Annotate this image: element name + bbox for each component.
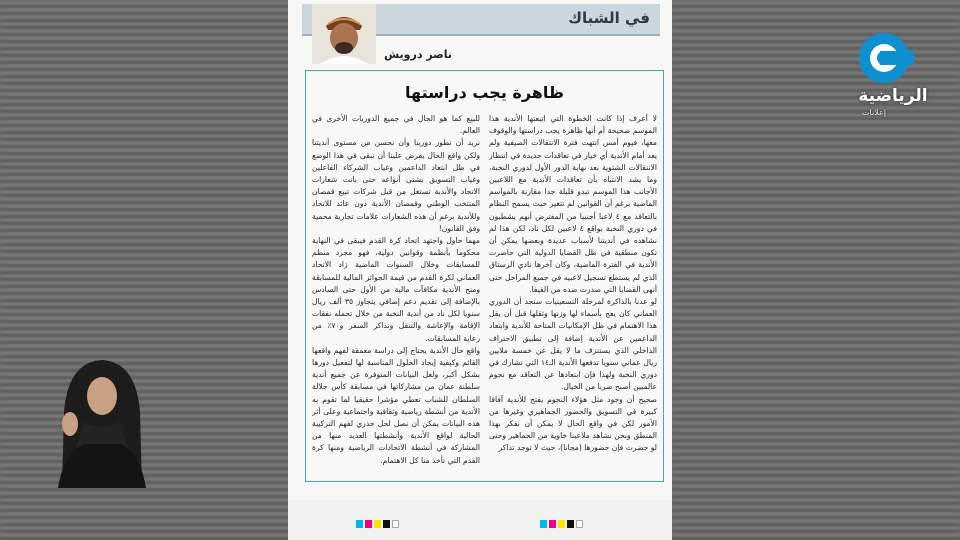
page-bottom-margin — [288, 500, 672, 540]
print-registration-marks — [356, 520, 399, 532]
article-paragraph: للبيع كما هو الحال في جميع الدوريات الأخرى في العالم. — [312, 114, 480, 136]
channel-logo-text: الرياضية — [858, 86, 928, 106]
author-photo — [312, 4, 376, 64]
article-paragraph: مهما حاول واجتهد اتحاد كرة القدم فيبقى في النهاية محكوما بأنظمة وقوانين دولية، فهو مجرد منظم للمسابقات وخلال السنوات الماضية زاد الاتحاد العماني لكرة القدم من قيمة الجوائز المالية للمسابقة ومنح الأندية مكافآت مالية من الأول حتى السادس بالإضافة إلى تقديم دعم إضافي يتجاوز ٣٥ ألف ريال سنويا لكل ناد من أندية النخبة من خلال تحمله نفقات الإقامة والإعاشة والتنقل وتذاكر السفر و٧٠٪ من رعاية المسابقات. — [312, 236, 480, 343]
article-paragraph: نريد أن نطور دورينا وأن نحسن من مستوى أنديتنا ولكن واقع الحال يفرض علينا أن نبقى في هذا الوضع في ظل ابتعاد الداعمين وغياب الشركاء الفاعلين وغياب التسويق بشتى أنواعه حتى باتت شعارات الاتحاد والأندية تستغل من قبل شركات تبيع قمصان المنتخب الوطني وقمصان الأندية دون عائد للاتحاد وللأندية برغم أن هذه الشعارات علامات تجارية محمية وفق القانون! — [312, 138, 480, 233]
article-paragraph: لا أعرف إذا كانت الخطوة التي اتبعتها الأندية هذا الموسم صحيحة أم أنها ظاهرة يجب دراستها والوقوف معها، فيوم أمس انتهت فترة الانتقالات الصيفية ولم يعد أمام الأندية أي خيار في تعاقدات جديدة في انتظار الانتقالات الشتوية بعد نهاية الدور الأول لدوري النخبة، وما يشد الانتباه بأن تعاقدات الأندية مع اللاعبين الأجانب هذا الموسم تبدو قليلة جدا مقارنة بالمواسم الماضية برغم أن القوانين لم تتغير حيث يسمح النظام بالتعاقد مع ٤ لاعبا أجنبيا من المفترض أنهم يشطبون في دوري النخبة بواقع ٤ لاعبين لكل ناد، لكن هذا لم نشاهده في أنديتنا لأسباب عديدة وبعضها يمكن أن تكون منطقية في ظل القضايا الدولية التي حاصرت الأندية في الفترة الماضية، وكان آخرها نادي الرستاق الذي لم يستطع تسجيل لاعبيه في جميع المراحل حتى أنهى القضايا التي صدرت ضده من الفيفا. — [489, 114, 657, 294]
article-paragraph: واقع حال الأندية يحتاج إلى دراسة معمقة لفهم واقعها القائم وكيفية إيجاد الحلول المناسبة لها لتفعيل دورها بشكل أكبر، ولعل البيانات المتوفرة عن جميع أندية سلطنة عمان من مشاركاتها في مسابقة كأس جلالة السلطان للشباب تعطي مؤشرا حقيقيا لما تقوم به الأندية من أنشطة رياضية وثقافية واجتماعية وعلى أثر هذه البيانات يمكن أن نصل لحل جذري لفهم التركيبة الحالية لواقع الأندية وأنشطتها العديد منها من المشاركة في أنشطة الاتحادات الرياضية ومنها كرة القدم التي تأخذ منا كل الاهتمام. — [312, 345, 480, 465]
article-headline: ظاهرة يجب دراستها — [405, 83, 564, 102]
article-paragraph: لو عدنا بالذاكرة لمرحلة التسعينيات سنجد أن الدوري العماني كان يعج بأسماء لها وزنها وثقلها قبل أن يقل هذا الاهتمام في ظل الإمكانيات المتاحة للأندية وابتعاد الداعمين عن الأندية إضافة إلى تطبيق الاحتراف الداخلي الذي يستنزف ما لا يقل عن خمسة ملايين ريال عماني سنويا تدفعها الأندية الـ١٤ التي تشارك في دوري النخبة ولهذا فإن ابتعادها عن التعاقد مع نجوم عالميين أصبح ضربا من الخيال. — [489, 297, 657, 392]
print-registration-marks — [540, 520, 583, 532]
article-paragraph: صحيح أن وجود مثل هؤلاء النجوم يفتح للأندية آفاقا كبيرة في التسويق والحضور الجماهيري وغيرها من الأمور لكن في واقع الحال لا يمكن أن نفكر بهذا المنطق ونحن نشاهد ملاعبنا خاوية من الجماهير وحتى لو حضرت فإن حضورها (مجانا)، حيث لا توجد تذاكر — [489, 394, 657, 453]
author-name: ناصر درويش — [384, 48, 453, 61]
channel-logo-subtitle: إعلانات — [862, 108, 886, 117]
article-column-right — [489, 113, 657, 473]
article-frame — [305, 70, 664, 482]
article-column-left — [312, 113, 480, 473]
section-title: في الشباك — [568, 9, 650, 27]
channel-logo-icon — [840, 30, 950, 125]
sign-language-interpreter-icon — [44, 352, 160, 488]
